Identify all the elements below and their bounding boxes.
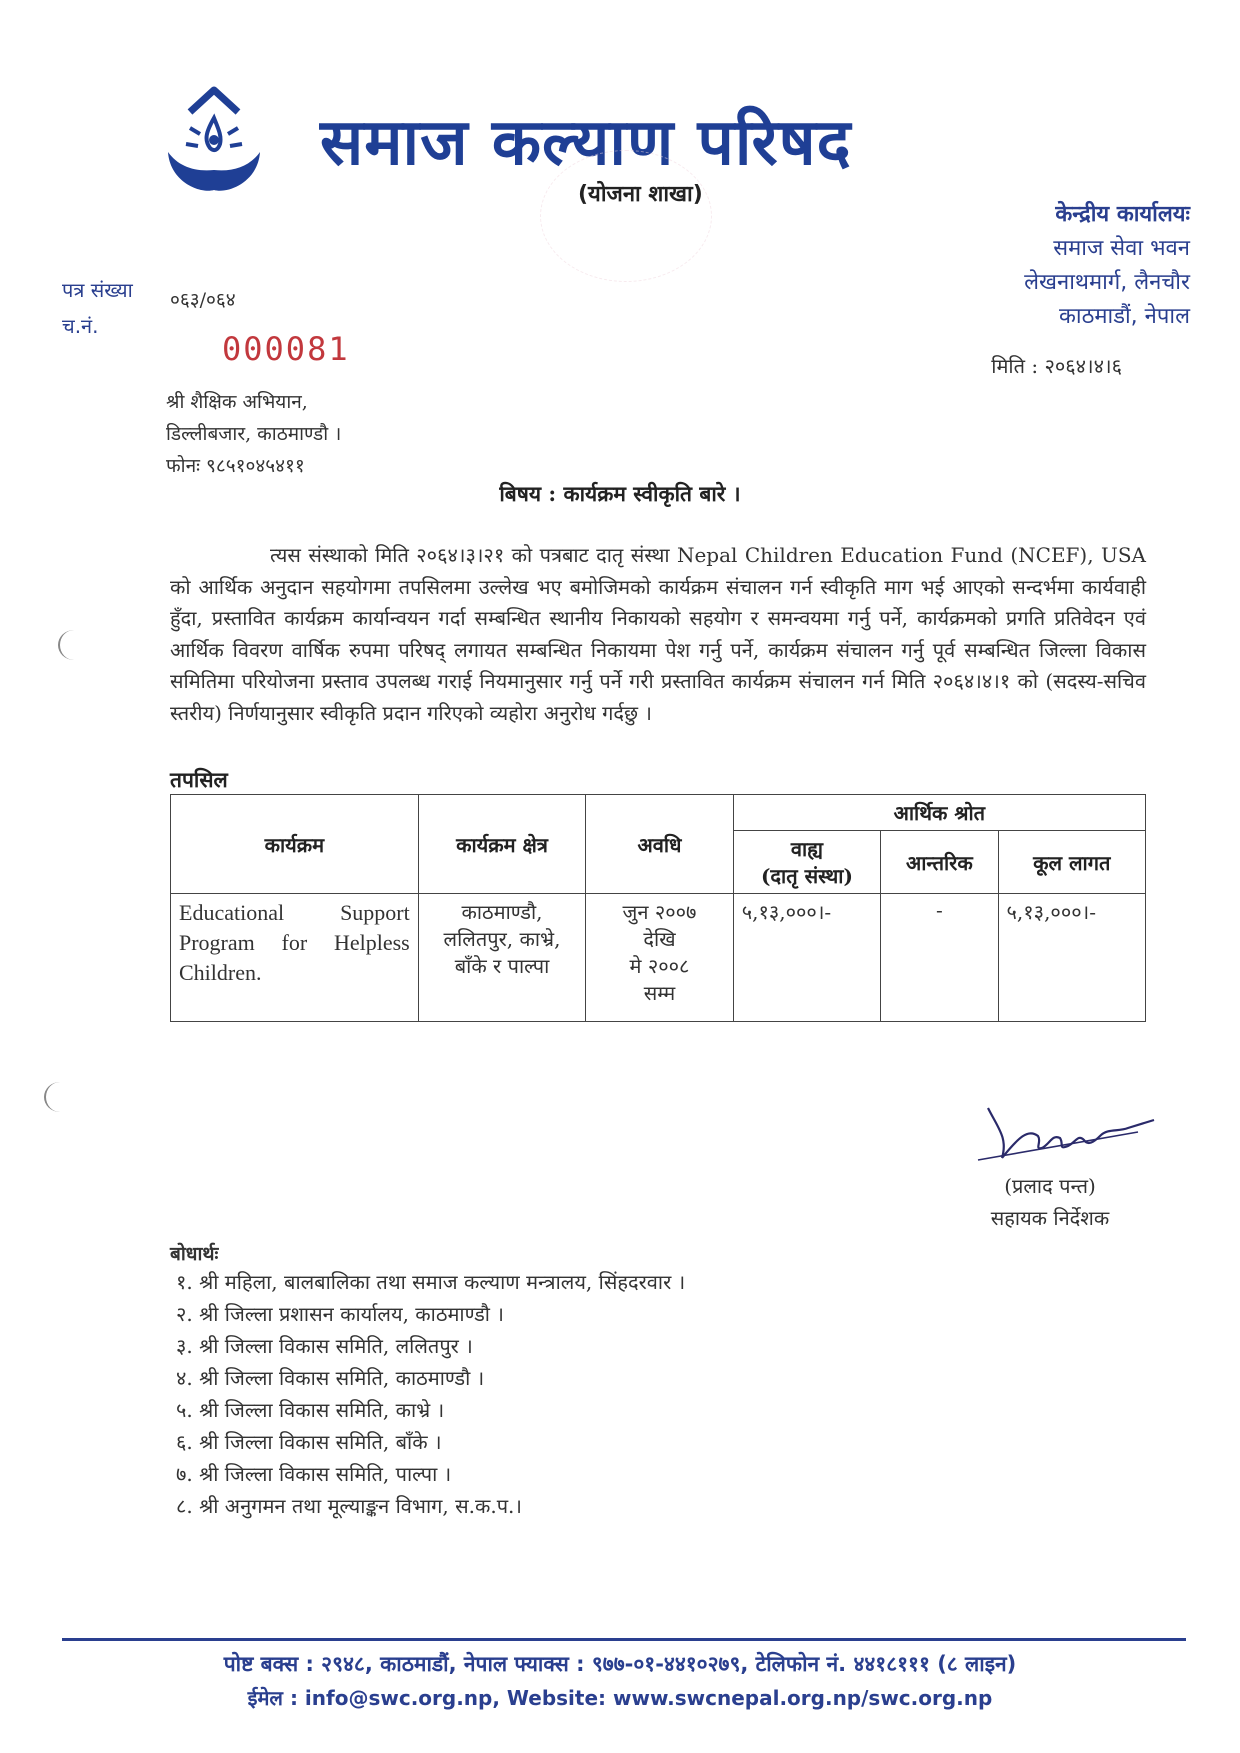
header-duration: अवधि (586, 795, 733, 894)
letter-no-value: ०६३/०६४ (170, 289, 236, 311)
header-external-sub: (दातृ संस्था) (760, 864, 853, 888)
cc-title: बोधार्थः (170, 1243, 219, 1265)
punch-hole-mark (58, 630, 90, 660)
body-paragraph: त्यस संस्थाको मिति २०६४।३।२१ को पत्रबाट दातृ संस्था Nepal Children Education Fund (NCEF), USA को आर्थिक अनुदान सहयोगमा तपसिलमा उल्लेख भए बमोजिमको कार्यक्रम संचालन गर्न स्वीकृति माग भई आएको सन्दर्भमा कार्यवाही हुँदा, प्रस्तावित कार्यक्रम कार्यान्वयन गर्दा सम्बन्धित स्थानीय निकायको सहयोग र समन्वयमा गर्नु पर्ने, कार्यक्रमको प्रगति प्रतिवेदन एवं आर्थिक विवरण वार्षिक रुपमा परिषद् लगायत सम्बन्धित निकायमा पेश गर्नु पर्ने, कार्यक्रम संचालन गर्नु पूर्व सम्बन्धित जिल्ला विकास समितिमा परियोजना प्रस्ताव उपलब्ध गराई नियमानुसार गर्नु पर्ने गरी प्रस्तावित कार्यक्रम संचालन गर्न मिति २०६४।४।१ को (सदस्य-सचिव स्तरीय) निर्णयानुसार स्वीकृति प्रदान गरिएको व्यहोरा अनुरोध गर्दछु । (170, 543, 1146, 725)
cell-internal: - (881, 894, 998, 1022)
dispatch-label: च.नं. (62, 314, 99, 338)
handwritten-signature (968, 1098, 1164, 1170)
cell-program: Educational Support Program for Helpless Children. (171, 894, 419, 1022)
area-line: ललितपुर, काभ्रे, (443, 927, 561, 951)
office-line: समाज सेवा भवन (1053, 236, 1190, 261)
area-line: काठमाण्डौ, (461, 900, 543, 924)
punch-hole-mark (44, 1082, 76, 1112)
list-item: ५. श्री जिल्ला विकास समिति, काभ्रे । (176, 1398, 445, 1422)
signatory-name: (प्रलाद पन्त) (1004, 1174, 1096, 1198)
list-item: ८. श्री अनुगमन तथा मूल्याङ्कन विभाग, स.क.प.। (176, 1494, 522, 1518)
list-item: ६. श्री जिल्ला विकास समिति, बाँके । (176, 1430, 442, 1454)
area-line: बाँके र पाल्पा (454, 954, 550, 978)
addressee-line: फोनः ९८५१०४५४११ (166, 455, 305, 477)
cell-area (418, 894, 586, 1022)
branch-label: (योजना शाखा) (578, 182, 703, 207)
cell-total: ५,१३,०००।- (998, 894, 1145, 1022)
cell-duration (586, 894, 733, 1022)
org-name-title: समाज कल्याण परिषद (320, 106, 852, 180)
header-finance-group: आर्थिक श्रोत (733, 795, 1145, 831)
letter-no-label: पत्र संख्या (62, 278, 133, 302)
cc-list (176, 1266, 685, 1522)
duration-line: देखि (643, 927, 676, 951)
duration-line: सम्म (643, 981, 676, 1005)
footer-divider (62, 1638, 1186, 1641)
header-external-label: वाह्य (790, 837, 823, 861)
office-line: लेखनाथमार्ग, लैनचौर (1024, 270, 1190, 295)
footer-contact: पोष्ट बक्स : २९४८, काठमाडौं, नेपाल फ्याक्स : ९७७-०१-४४१०२७९, टेलिफोन नं. ४४१८१११ (८ लाइन) (223, 1652, 1017, 1676)
schedule-table (170, 794, 1146, 1022)
list-item: २. श्री जिल्ला प्रशासन कार्यालय, काठमाण्डौ । (176, 1302, 504, 1326)
header-total: कूल लागत (998, 831, 1145, 894)
signatory-block (960, 1170, 1140, 1234)
subject-line: बिषय : कार्यक्रम स्वीकृति बारे । (499, 481, 741, 506)
header-internal: आन्तरिक (881, 831, 998, 894)
list-item: १. श्री महिला, बालबालिका तथा समाज कल्याण मन्त्रालय, सिंहदरवार । (176, 1270, 686, 1294)
table-row (171, 894, 1146, 1022)
cell-external: ५,१३,०००।- (733, 894, 880, 1022)
letter-date: मिति : २०६४।४।६ (991, 354, 1122, 378)
reference-labels (62, 272, 133, 344)
duration-line: मे २००८ (629, 954, 690, 978)
office-address-block (1024, 198, 1190, 334)
list-item: ७. श्री जिल्ला विकास समिति, पाल्पा । (176, 1462, 452, 1486)
duration-line: जुन २००७ (622, 900, 697, 924)
header-external (733, 831, 880, 894)
footer-web: ईमेल : info@swc.org.np, Website: www.swcnepal.org.np/swc.org.np (247, 1686, 993, 1710)
list-item: ४. श्री जिल्ला विकास समिति, काठमाण्डौ । (176, 1366, 485, 1390)
header-program: कार्यक्रम (171, 795, 419, 894)
faint-stamp-mark (540, 150, 712, 282)
schedule-title: तपसिल (170, 767, 228, 792)
list-item: ३. श्री जिल्ला विकास समिति, ललितपुर । (176, 1334, 473, 1358)
dispatch-serial: 000081 (222, 330, 350, 368)
addressee-line: डिल्लीबजार, काठमाण्डौ । (166, 423, 342, 445)
office-line: काठमाडौं, नेपाल (1058, 304, 1190, 329)
header-area: कार्यक्रम क्षेत्र (418, 795, 586, 894)
office-heading: केन्द्रीय कार्यालयः (1055, 202, 1190, 227)
addressee-block (166, 386, 341, 482)
addressee-line: श्री शैक्षिक अभियान, (166, 391, 308, 413)
signatory-title: सहायक निर्देशक (990, 1206, 1110, 1230)
org-logo-icon (160, 82, 268, 200)
